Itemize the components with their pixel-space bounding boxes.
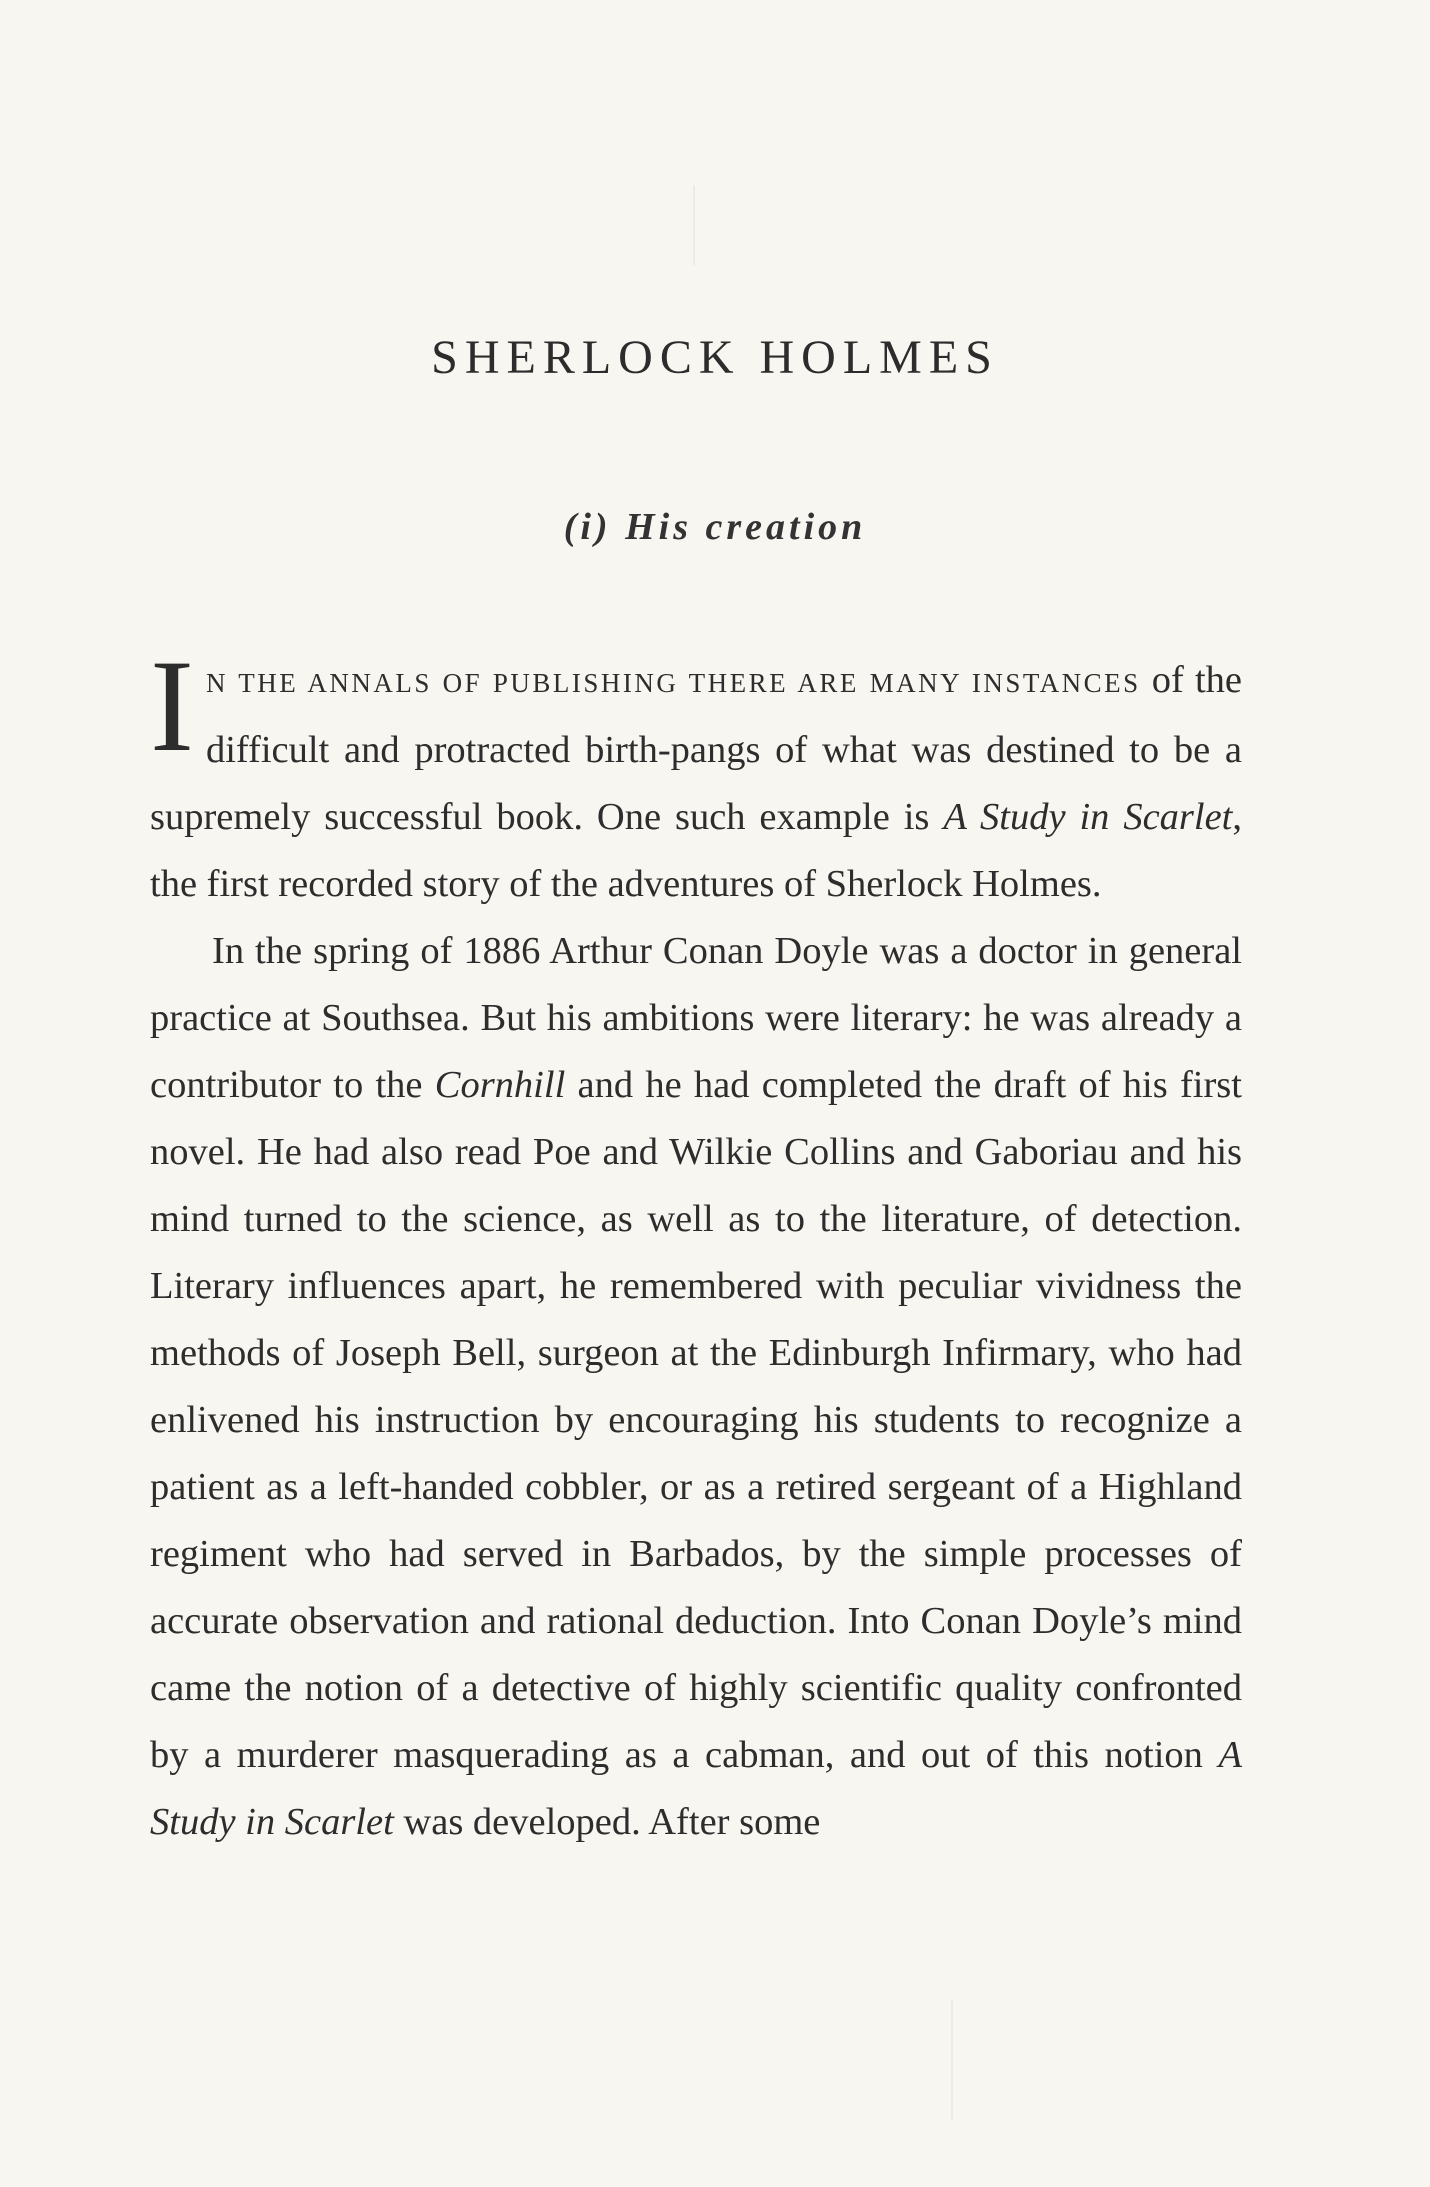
book-title-italic: A Study in Scarlet	[943, 796, 1233, 838]
paragraph-1-text: , the first recorded story of the adventures of Sherlock Holmes.	[150, 796, 1243, 905]
paragraph-2-text: was developed. After some	[393, 1801, 821, 1843]
opening-small-caps: N THE ANNALS OF PUBLISHING THERE ARE MANY INSTANCES	[205, 668, 1141, 698]
paragraph-1	[150, 632, 1243, 918]
body-text	[150, 632, 1243, 1856]
paragraph-2-text: In the spring of 1886 Arthur Conan Doyle was a doctor in general practice at Southsea. But his ambitions were literary: he was already a contributor to the	[150, 930, 1242, 1106]
paragraph-2-text: and he had completed the draft of his first novel. He had also read Poe and Wilkie Collins and Gaboriau and his mind turned to the science, as well as to the literature, of detection. Literary influences apart, he remembered with peculiar vividness the methods of Joseph Bell, surgeon at the Edinburgh Infirmary, who had enlivened his instruction by encouraging his students to recognize a patient as a left-handed cobbler, or as a retired sergeant of a Highland regiment who had served in Barbados, by the simple processes of accurate observation and rational deduction. Into Conan Doyle’s mind came the notion of a detective of highly scientific quality confronted by a murderer masquerading as a cabman, and out of this notion	[150, 1064, 1242, 1776]
paragraph-2	[150, 918, 1242, 1856]
scan-mark	[951, 2000, 953, 2120]
chapter-title: SHERLOCK HOLMES	[431, 331, 999, 384]
paragraph-1-text: of the difficult and protracted birth-pangs of what was destined to be a supremely successful book. One such example is	[150, 659, 1242, 838]
scan-mark	[693, 185, 695, 265]
section-title: (i) His creation	[563, 506, 867, 548]
drop-cap: I	[150, 632, 194, 779]
book-title-italic: A Study in Scarlet	[150, 1734, 1242, 1843]
magazine-title-italic: Cornhill	[434, 1064, 566, 1106]
